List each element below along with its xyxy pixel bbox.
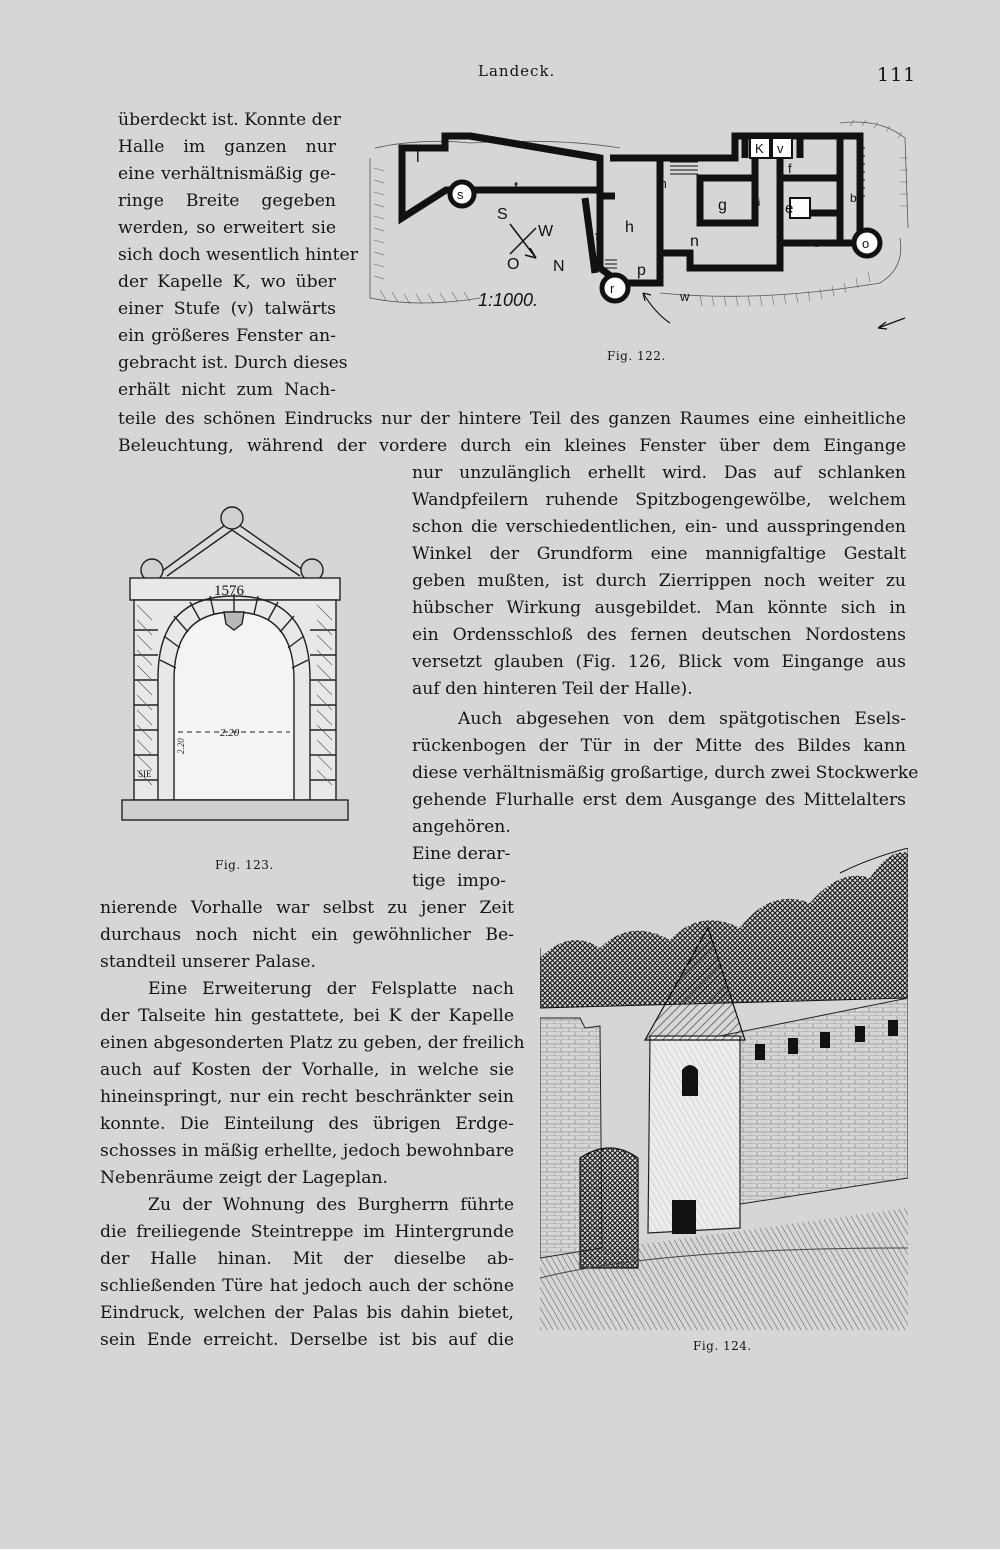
label-compass-N: N — [553, 258, 565, 275]
text-line: der Talseite hin gestattete, bei K der Kapelle — [100, 1006, 514, 1026]
text-line: tige impo- — [412, 871, 506, 891]
text-line: gehende Flurhalle erst dem Ausgange des Mittelalters — [412, 790, 906, 810]
label-t1: t — [514, 179, 519, 196]
label-f: f — [788, 161, 792, 176]
label-compass-W: W — [538, 223, 554, 240]
text-line: Auch abgesehen von dem spätgotischen Esels- — [458, 709, 906, 729]
tower-r — [602, 275, 628, 301]
label-g: g — [718, 197, 727, 214]
courtyard-etching — [540, 848, 908, 1330]
running-title: Landeck. — [478, 62, 556, 80]
figure-caption: Fig. 122. — [607, 349, 666, 363]
text-line: schon die verschiedentlichen, ein- und ausspringenden — [412, 517, 906, 537]
text-line: nierende Vorhalle war selbst zu jener Zeit — [100, 898, 514, 918]
text-line: hineinspringt, nur ein recht beschränkter sein — [100, 1087, 514, 1107]
text-line: überdeckt ist. Konnte der — [118, 110, 341, 130]
text-line: gebracht ist. Durch dieses — [118, 353, 348, 373]
height-mark: 2.20 — [176, 738, 186, 754]
stair-hatch — [605, 148, 865, 268]
text-line: der Halle hinan. Mit der dieselbe ab- — [100, 1249, 514, 1269]
portal-drawing — [122, 507, 348, 820]
label-v: v — [777, 141, 784, 156]
text-line: durchaus noch nicht ein gewöhnlicher Be- — [100, 925, 514, 945]
figure-caption: Fig. 124. — [693, 1339, 752, 1353]
text-line: eine verhältnismäßig ge- — [118, 164, 336, 184]
label-o: o — [862, 236, 870, 251]
text-line: konnte. Die Einteilung des übrigen Erdge- — [100, 1114, 514, 1134]
label-b: b — [850, 191, 857, 205]
portal-year: 1576 — [214, 583, 244, 599]
text-line: werden, so erweitert sie — [118, 218, 336, 238]
text-line: auf den hinteren Teil der Halle). — [412, 679, 693, 699]
figure-caption: Fig. 123. — [215, 858, 274, 872]
text-line: diese verhältnismäßig großartige, durch zwei Stockwerke — [412, 763, 919, 783]
label-t2: t — [595, 229, 600, 246]
text-line: nur unzulänglich erhellt wird. Das auf schlanken — [412, 463, 906, 483]
text-line: Halle im ganzen nur — [118, 137, 336, 157]
label-e: e — [785, 200, 794, 217]
label-m: m — [656, 176, 667, 191]
portal-figure — [112, 500, 362, 835]
text-line: sein Ende erreicht. Derselbe ist bis auf die — [100, 1330, 514, 1350]
text-line: einen abgesonderten Platz zu geben, der freilich — [100, 1033, 525, 1053]
courtyard-figure — [540, 848, 908, 1330]
text-line: versetzt glauben (Fig. 126, Blick vom Eingange aus — [412, 652, 906, 672]
text-line: Eine Erweiterung der Felsplatte nach — [148, 979, 514, 999]
text-line: Beleuchtung, während der vordere durch ein kleines Fenster über dem Eingange — [118, 436, 906, 456]
label-l: l — [416, 149, 420, 166]
text-line: ringe Breite gegeben — [118, 191, 336, 211]
label-w: w — [680, 289, 690, 304]
text-line: ein größeres Fenster an- — [118, 326, 336, 346]
label-compass-O: O — [507, 256, 520, 273]
compass-icon — [510, 224, 536, 258]
text-line: Nebenräume zeigt der Lageplan. — [100, 1168, 388, 1188]
text-line: geben mußten, ist durch Zierrippen noch weiter zu — [412, 571, 906, 591]
side-mark: SIE — [138, 769, 152, 779]
text-line: Zu der Wohnung des Burgherrn führte — [148, 1195, 514, 1215]
text-line: rückenbogen der Tür in der Mitte des Bildes kann — [412, 736, 906, 756]
text-line: standteil unserer Palase. — [100, 952, 317, 972]
label-compass-S: S — [497, 206, 508, 223]
label-i: i — [758, 198, 761, 209]
label-s: s — [457, 187, 464, 202]
label-n: n — [690, 233, 699, 250]
label-r: r — [610, 281, 615, 296]
text-line: schließenden Türe hat jedoch auch der schöne — [100, 1276, 514, 1296]
label-c: c — [813, 235, 820, 250]
text-line: einer Stufe (v) talwärts — [118, 299, 336, 319]
text-line: der Kapelle K, wo über — [118, 272, 336, 292]
text-line: auch auf Kosten der Vorhalle, in welche sie — [100, 1060, 514, 1080]
text-line: Eindruck, welchen der Palas bis dahin bietet, — [100, 1303, 514, 1323]
text-line: teile des schönen Eindrucks nur der hintere Teil des ganzen Raumes eine einheitliche — [118, 409, 906, 429]
floor-plan-figure — [360, 118, 915, 348]
dimension-label: 2.20 — [220, 727, 240, 739]
text-line: ein Ordensschloß des fernen deutschen Nordostens — [412, 625, 906, 645]
scale-label: 1:1000. — [478, 290, 539, 310]
text-line: hübscher Wirkung ausgebildet. Man könnte sich in — [412, 598, 906, 618]
text-line: Eine derar- — [412, 844, 511, 864]
text-line: Winkel der Grundform eine mannigfaltige Gestalt — [412, 544, 906, 564]
ornament-ball-icon — [221, 507, 243, 529]
label-p: p — [637, 262, 646, 279]
text-line: sich doch wesentlich hinter — [118, 245, 358, 265]
page-number: 111 — [877, 64, 917, 86]
text-line: schosses in mäßig erhellte, jedoch bewohnbare — [100, 1141, 514, 1161]
label-K: K — [755, 141, 764, 156]
text-line: erhält nicht zum Nach- — [118, 380, 336, 400]
text-line: angehören. — [412, 817, 511, 837]
text-line: die freiliegende Steintreppe im Hintergrunde — [100, 1222, 514, 1242]
label-h: h — [625, 219, 634, 236]
text-line: Wandpfeilern ruhende Spitzbogengewölbe, welchem — [412, 490, 906, 510]
